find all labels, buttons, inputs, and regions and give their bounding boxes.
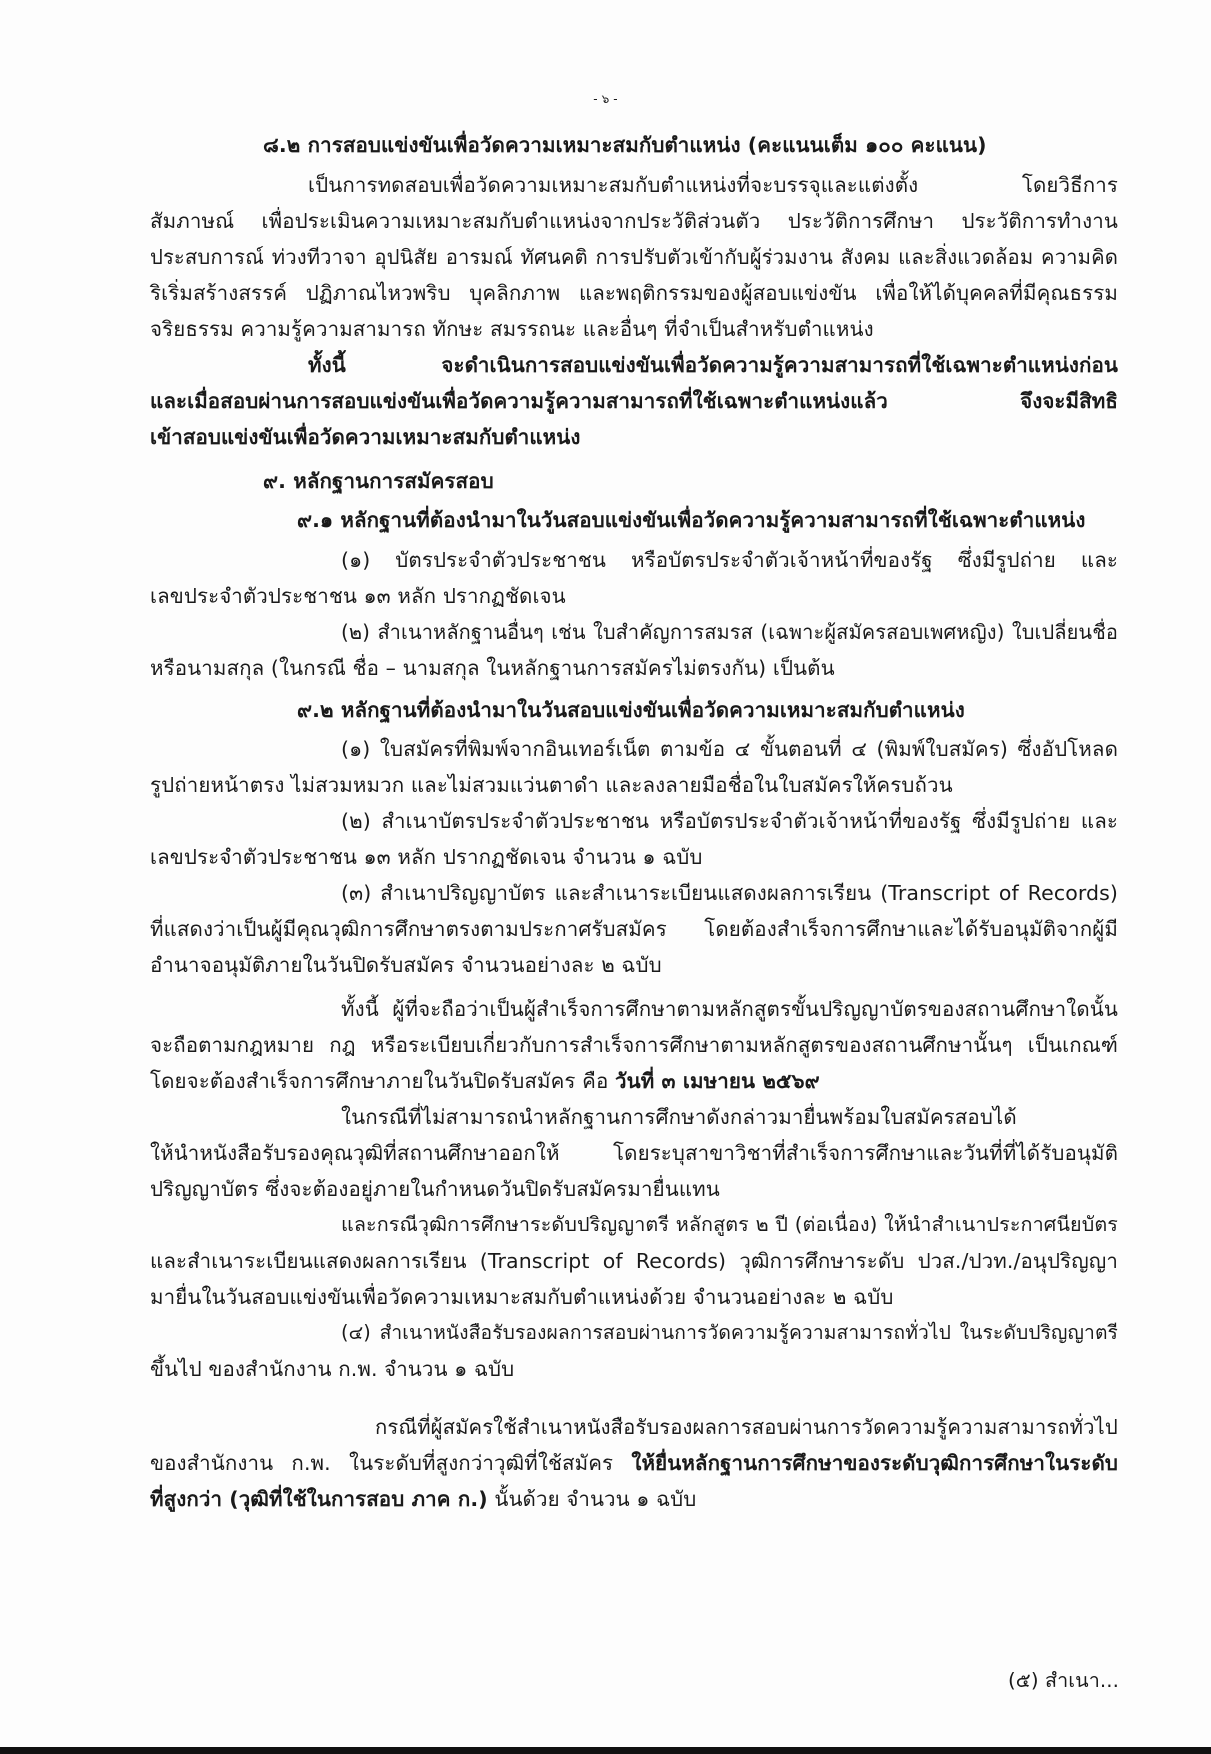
paragraph-line: ปริญญาบัตร ซึ่งจะต้องอยู่ภายในกำหนดวันปิดรับสมัครมายื่นแทน: [150, 1177, 720, 1201]
note-plain-text: นั้นด้วย จำนวน ๑ ฉบับ: [487, 1487, 697, 1511]
deadline-intro: โดยจะต้องสำเร็จการศึกษาภายในวันปิดรับสมัคร คือ: [150, 1069, 615, 1093]
note-bold-text: ให้ยื่นหลักฐานการศึกษาของระดับวุฒิการศึกษาในระดับ: [631, 1451, 1118, 1475]
list-item-line: (๑) ใบสมัครที่พิมพ์จากอินเทอร์เน็ต ตามข้อ ๔ ขั้นตอนที่ ๔ (พิมพ์ใบสมัคร) ซึ่งอัปโหลด: [341, 737, 1118, 761]
list-item-line: (๒) สำเนาหลักฐานอื่นๆ เช่น ใบสำคัญการสมรส (เฉพาะผู้สมัครสอบเพศหญิง) ใบเปลี่ยนชื่อ: [341, 620, 1118, 644]
paragraph-line: [150, 1066, 820, 1096]
list-item-line: (๔) สำเนาหนังสือรับรองผลการสอบผ่านการวัดความรู้ความสามารถทั่วไป ในระดับปริญญาตรี: [341, 1321, 1118, 1344]
deadline-date: วันที่ ๓ เมษายน ๒๕๖๙: [614, 1069, 820, 1093]
list-item-line: ขึ้นไป ของสำนักงาน ก.พ. จำนวน ๑ ฉบับ: [150, 1357, 515, 1381]
paragraph-line: ประสบการณ์ ท่วงทีวาจา อุปนิสัย อารมณ์ ทัศนคติ การปรับตัวเข้ากับผู้ร่วมงาน สังคม และสิ่งแวดล้อม ความคิด: [150, 245, 1118, 269]
paragraph-line: มายื่นในวันสอบแข่งขันเพื่อวัดความเหมาะสมกับตำแหน่งด้วย จำนวนอย่างละ ๒ ฉบับ: [150, 1285, 894, 1309]
list-item-line: อำนาจอนุมัติภายในวันปิดรับสมัคร จำนวนอย่างละ ๒ ฉบับ: [150, 953, 662, 977]
list-item-line: รูปถ่ายหน้าตรง ไม่สวมหมวก และไม่สวมแว่นตาดำ และลงลายมือชื่อในใบสมัครให้ครบถ้วน: [150, 773, 953, 797]
paragraph-line: กรณีที่ผู้สมัครใช้สำเนาหนังสือรับรองผลการสอบผ่านการวัดความรู้ความสามารถทั่วไป: [375, 1415, 1118, 1439]
list-item-line: ที่แสดงว่าเป็นผู้มีคุณวุฒิการศึกษาตรงตามประกาศรับสมัคร โดยต้องสำเร็จการศึกษาและได้รับอนุมัติจากผู้มี: [150, 917, 1118, 941]
note-bold-text: ที่สูงกว่า (วุฒิที่ใช้ในการสอบ ภาค ก.): [150, 1487, 488, 1511]
paragraph-line: ทั้งนี้ จะดำเนินการสอบแข่งขันเพื่อวัดความรู้ความสามารถที่ใช้เฉพาะตำแหน่งก่อน: [308, 353, 1118, 377]
section-8-2-heading: ๘.๒ การสอบแข่งขันเพื่อวัดความเหมาะสมกับตำแหน่ง (คะแนนเต็ม ๑๐๐ คะแนน): [263, 133, 987, 157]
paragraph-line: ริเริ่มสร้างสรรค์ ปฏิภาณไหวพริบ บุคลิกภาพ และพฤติกรรมของผู้สอบแข่งขัน เพื่อให้ได้บุคคลที่มีคุณธรรม: [150, 281, 1118, 305]
paragraph-line: [150, 1448, 1118, 1478]
paragraph-line: เข้าสอบแข่งขันเพื่อวัดความเหมาะสมกับตำแหน่ง: [150, 425, 581, 449]
paragraph-line: [150, 1484, 696, 1514]
section-9-2-heading: ๙.๒ หลักฐานที่ต้องนำมาในวันสอบแข่งขันเพื่อวัดความเหมาะสมกับตำแหน่ง: [297, 698, 965, 722]
paragraph-line: สัมภาษณ์ เพื่อประเมินความเหมาะสมกับตำแหน่งจากประวัติส่วนตัว ประวัติการศึกษา ประวัติการทำงาน: [150, 209, 1118, 233]
section-9-heading: ๙. หลักฐานการสมัครสอบ: [263, 469, 494, 493]
paragraph-line: ในกรณีที่ไม่สามารถนำหลักฐานการศึกษาดังกล่าวมายื่นพร้อมใบสมัครสอบได้: [341, 1105, 1017, 1129]
list-item-line: เลขประจำตัวประชาชน ๑๓ หลัก ปรากฏชัดเจน จำนวน ๑ ฉบับ: [150, 845, 703, 869]
note-plain-text: ของสำนักงาน ก.พ. ในระดับที่สูงกว่าวุฒิที่ใช้สมัคร: [150, 1451, 632, 1475]
paragraph-line: และกรณีวุฒิการศึกษาระดับปริญญาตรี หลักสูตร ๒ ปี (ต่อเนื่อง) ให้นำสำเนาประกาศนียบัตร: [341, 1213, 1118, 1236]
continuation-marker: (๕) สำเนา...: [1008, 1669, 1120, 1692]
paragraph-line: และเมื่อสอบผ่านการสอบแข่งขันเพื่อวัดความรู้ความสามารถที่ใช้เฉพาะตำแหน่งแล้ว จึงจะมีสิทธิ: [150, 389, 1118, 413]
paragraph-line: จริยธรรม ความรู้ความสามารถ ทักษะ สมรรถนะ และอื่นๆ ที่จำเป็นสำหรับตำแหน่ง: [150, 317, 874, 341]
paragraph-line: ทั้งนี้ ผู้ที่จะถือว่าเป็นผู้สำเร็จการศึกษาตามหลักสูตรขั้นปริญญาบัตรของสถานศึกษาใดนั้น: [341, 997, 1118, 1021]
paragraph-line: และสำเนาระเบียนแสดงผลการเรียน (Transcript of Records) วุฒิการศึกษาระดับ ปวส./ปวท./อนุปริญญา: [150, 1249, 1118, 1273]
list-item-line: (๒) สำเนาบัตรประจำตัวประชาชน หรือบัตรประจำตัวเจ้าหน้าที่ของรัฐ ซึ่งมีรูปถ่าย และ: [341, 809, 1118, 833]
section-9-1-heading: ๙.๑ หลักฐานที่ต้องนำมาในวันสอบแข่งขันเพื่อวัดความรู้ความสามารถที่ใช้เฉพาะตำแหน่ง: [297, 508, 1086, 532]
paragraph-line: ให้นำหนังสือรับรองคุณวุฒิที่สถานศึกษาออกให้ โดยระบุสาขาวิชาที่สำเร็จการศึกษาและวันที่ที่ได้รับอนุมัติ: [150, 1141, 1118, 1165]
paragraph-line: เป็นการทดสอบเพื่อวัดความเหมาะสมกับตำแหน่งที่จะบรรจุและแต่งตั้ง โดยวิธีการ: [308, 173, 1118, 197]
scan-edge-bar: [0, 1747, 1211, 1754]
page-number: - ๖ -: [593, 92, 618, 106]
list-item-line: เลขประจำตัวประชาชน ๑๓ หลัก ปรากฏชัดเจน: [150, 584, 566, 608]
list-item-line: (๑) บัตรประจำตัวประชาชน หรือบัตรประจำตัวเจ้าหน้าที่ของรัฐ ซึ่งมีรูปถ่าย และ: [341, 548, 1118, 572]
list-item-line: หรือนามสกุล (ในกรณี ชื่อ – นามสกุล ในหลักฐานการสมัครไม่ตรงกัน) เป็นต้น: [150, 656, 835, 680]
list-item-line: (๓) สำเนาปริญญาบัตร และสำเนาระเบียนแสดงผลการเรียน (Transcript of Records): [341, 881, 1118, 905]
paragraph-line: จะถือตามกฎหมาย กฎ หรือระเบียบเกี่ยวกับการสำเร็จการศึกษาตามหลักสูตรของสถานศึกษานั้นๆ เป็นเกณฑ์: [150, 1033, 1118, 1057]
